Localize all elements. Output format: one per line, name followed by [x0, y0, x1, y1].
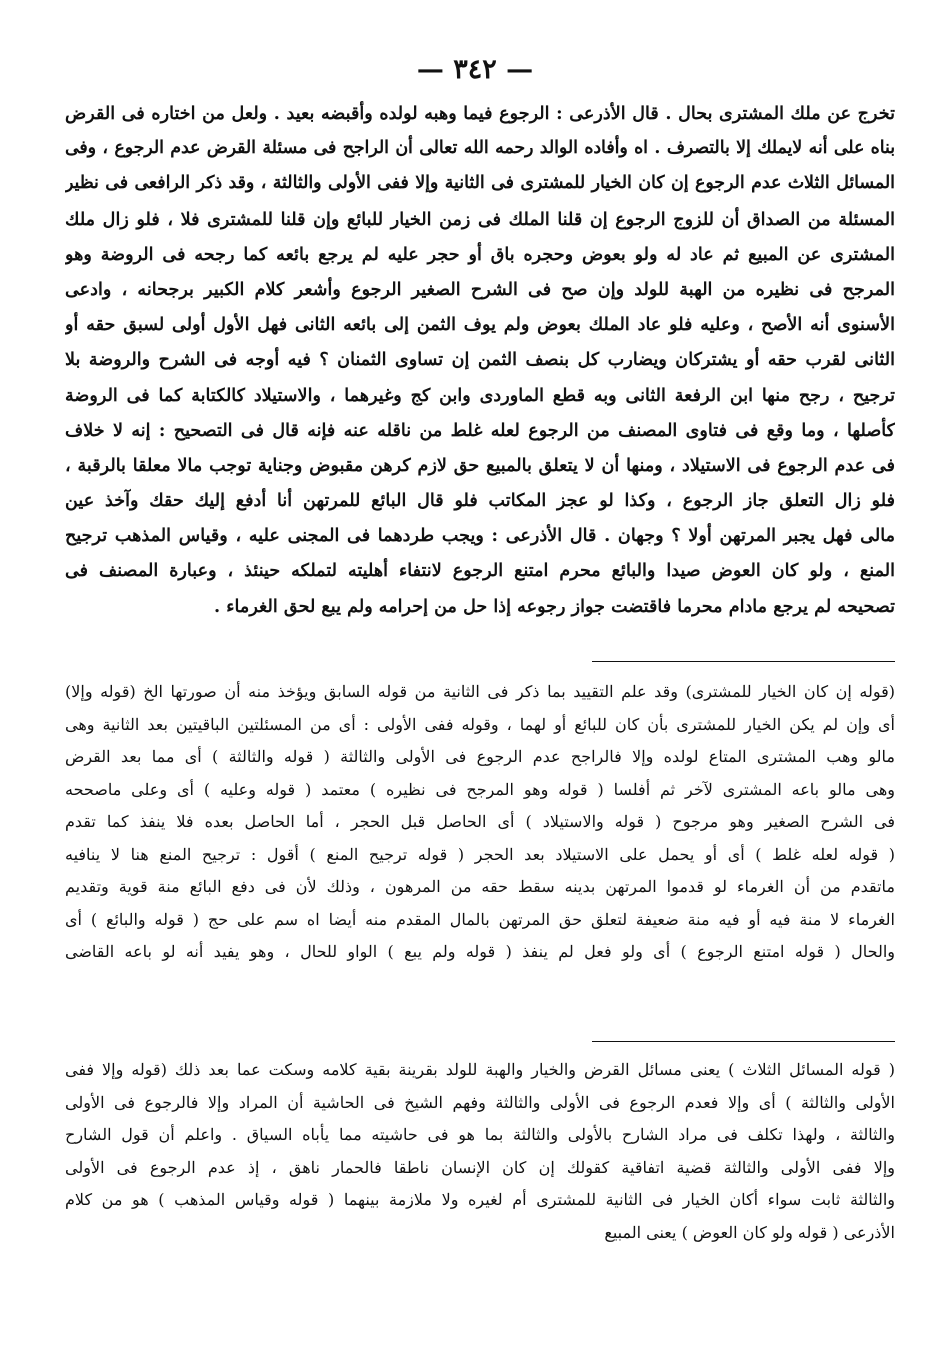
- main-text-line: ترجيح ، رجح منها ابن الرفعة الثانى وبه قطع الماوردى وابن كج وغيرهما ، والاستيلاد كالكتابة كما فى الروضة: [65, 384, 895, 406]
- footnote-divider: [592, 661, 895, 662]
- footnote-line: ( قوله المسائل الثلاث ) يعنى مسائل القرض والخيار والهبة للولد بقرينة بقية كلامه وسكت عما بعد ذلك (قوله وإلا ففى: [65, 1060, 895, 1079]
- main-text-line: فى عدم الرجوع فى الاستيلاد ، ومنها أن لا يتعلق بالمبيع حق لازم كرهن مقبوض وجناية توجب مالا معلقا بالرقبة ،: [65, 454, 895, 476]
- footnote-line: الأذرعى ( قوله ولو كان العوض ) يعنى المبيع: [604, 1222, 895, 1242]
- footnote-line: مالو وهب المشترى المتاع لولده وإلا فالراجح عدم الرجوع فى الأولى والثالثة ( قوله والثالثة ) أى مما بعد القرض: [65, 747, 895, 766]
- main-text-line: المنع ، ولو كان العوض صيدا والبائع محرم امتنع الرجوع لانتفاء أهليته لتملكه حينئذ ، وعبارة المصنف فى: [65, 560, 895, 582]
- main-text-line: مالى فهل يجبر المرتهن أولا ؟ وجهان . قال الأذرعى : ويجب طردهما فى المجنى عليه ، وقياس المذهب ترجيح: [65, 525, 895, 547]
- main-text-line: المرجح فى نظيره من الهبة للولد وإن صح فى الشرح الصغير الرجوع وأشعر كلام الكبير برجحانه ، وادعى: [65, 278, 895, 300]
- footnote-line: والثالثة ثابت سواء أكان الخيار فى الثانية للمشترى أم لغيره ولا ملازمة بينهما ( قوله وقياس المذهب ) هو من كلام: [65, 1190, 895, 1209]
- footnote-line: (قوله إن كان الخيار للمشترى) وقد علم التقييد بما ذكر فى الثانية من قوله السابق ويؤخذ منه أن صورتها الخ (قوله وإلا): [65, 682, 895, 701]
- main-text-line: الأسنوى أنه الأصح ، وعليه فلو عاد الملك بعوض ولم يوف الثمن إلى بائعه الثانى فهل الأول أولى لسبق حقه أو: [65, 314, 895, 336]
- footnote-line: وإلا ففى الأولى والثالثة قضية اتفاقية كقولك إن كان الإنسان ناطقا فالحمار ناهق ، إذ عدم الرجوع فى الأولى: [65, 1157, 895, 1177]
- footnote-line: والحال ( قوله امتنع الرجوع ) أى ولو فعل لم ينفذ ( قوله ولم يبع ) الواو للحال ، وهو يفيد أنه لو باعه القاضى: [65, 942, 895, 961]
- footnote-line: الغرماء لا منة فيه أو فيه منة ضعيفة لتعلق حق المرتهن بالمال المقدم منه أيضا اه سم على حج ( قوله والبائع ) أى: [65, 909, 895, 929]
- footnote-divider: [592, 1041, 895, 1042]
- main-text-line: الثانى لقرب حقه أو يشتركان ويضارب كل بنصف الثمن إن تساوى الثمنان ؟ فيه أوجه فى الشرح والروضة بلا: [65, 349, 895, 371]
- main-text-line: المشترى عن المبيع ثم عاد له ولو بعوض وحجره باق أو حجر عليه لم يرجع بائعه كما رجحه فى الروضة وهو: [65, 243, 895, 265]
- main-text-line: بناه على أنه لايملك إلا بالتصرف . اه وأفاده الوالد رحمه الله تعالى أن الراجح فى مسئلة القرض عدم الرجوع ، وفى: [65, 138, 895, 159]
- footnote-line: ماتقدم من أن الغرماء لو قدموا المرتهن بدينه سقط حقه من المرهون ، وذلك لأن فى دفع البائع منة قوية وتقديم: [65, 877, 895, 896]
- footnote-line: ( قوله لعله غلط ) أى أو يحمل على الاستيلاد بعد الحجر ( قوله ترجيح المنع ) أقول : ترجيح المنع هنا لا ينافيه: [65, 844, 895, 864]
- footnote-block-1: [65, 676, 895, 969]
- footnote-line: والثالثة ، ولهذا تكلف فى مراد الشارح بالأولى والثالثة بما هو فى حاشيته مما يأباه السياق . واعلم أن قول الشارح: [65, 1125, 895, 1144]
- footnote-block-2: [65, 1054, 895, 1249]
- main-text: [65, 96, 895, 624]
- footnote-line: الأولى والثالثة ) أى وإلا فعدم الرجوع فى الأولى والثالثة وفهم الشيخ فى الحاشية أن المراد وإلا فالرجوع فى الأولى: [65, 1092, 895, 1112]
- main-text-line: المسائل الثلاث عدم الرجوع إن كان الخيار للمشترى فى الثانية وإلا ففى الأولى والثالثة ، وقد ذكر الرافعى فى نظير: [65, 173, 895, 194]
- page-number: — ٣٤٢ —: [416, 54, 534, 85]
- main-text-line: تصحيحه لم يرجع مادام محرما فاقتضت جواز رجوعه إذا حل من إحرامه ولم يبع لحق الغرماء .: [214, 595, 895, 617]
- footnote-line: أى وإن لم يكن الخيار للمشترى بأن كان للبائع أو لهما ، وقوله ففى الأولى : أى من المسئلتين الباقيتين بعد الثانية وهى: [65, 714, 895, 734]
- footnote-line: فى الشرح الصغير وهو مرجوح ( قوله والاستيلاد ) أى الحاصل قبل الحجر ، أما الحاصل بعده فلا ينفذ كما تقدم: [65, 812, 895, 831]
- main-text-line: تخرج عن ملك المشترى بحال . قال الأذرعى : الرجوع فيما وهبه لولده وأقبضه بعيد . ولعل من اختاره فى القرض: [65, 103, 895, 124]
- footnote-line: وهى مالو باعه المشترى لآخر ثم أفلسا ( قوله وهو المرجح فى نظيره ) معتمد ( قوله وعليه ) أى وعلى ماصححه: [65, 779, 895, 799]
- main-text-line: فلو زال التعلق جاز الرجوع ، وكذا لو عجز المكاتب فلو قال البائع للمرتهن أنا أدفع إليك حقك وآخذ عين: [65, 490, 895, 512]
- main-text-line: كأصلها ، وما وقع فى فتاوى المصنف من الرجوع لعله غلط من ناقله عنه فإنه قال فى التصحيح : إنه لا خلاف: [65, 419, 895, 441]
- main-text-line: المسئلة من الصداق أن للزوج الرجوع إن قلنا الملك فى زمن الخيار للبائع وإن قلنا للمشترى فلا ، فلو زال ملك: [65, 208, 895, 230]
